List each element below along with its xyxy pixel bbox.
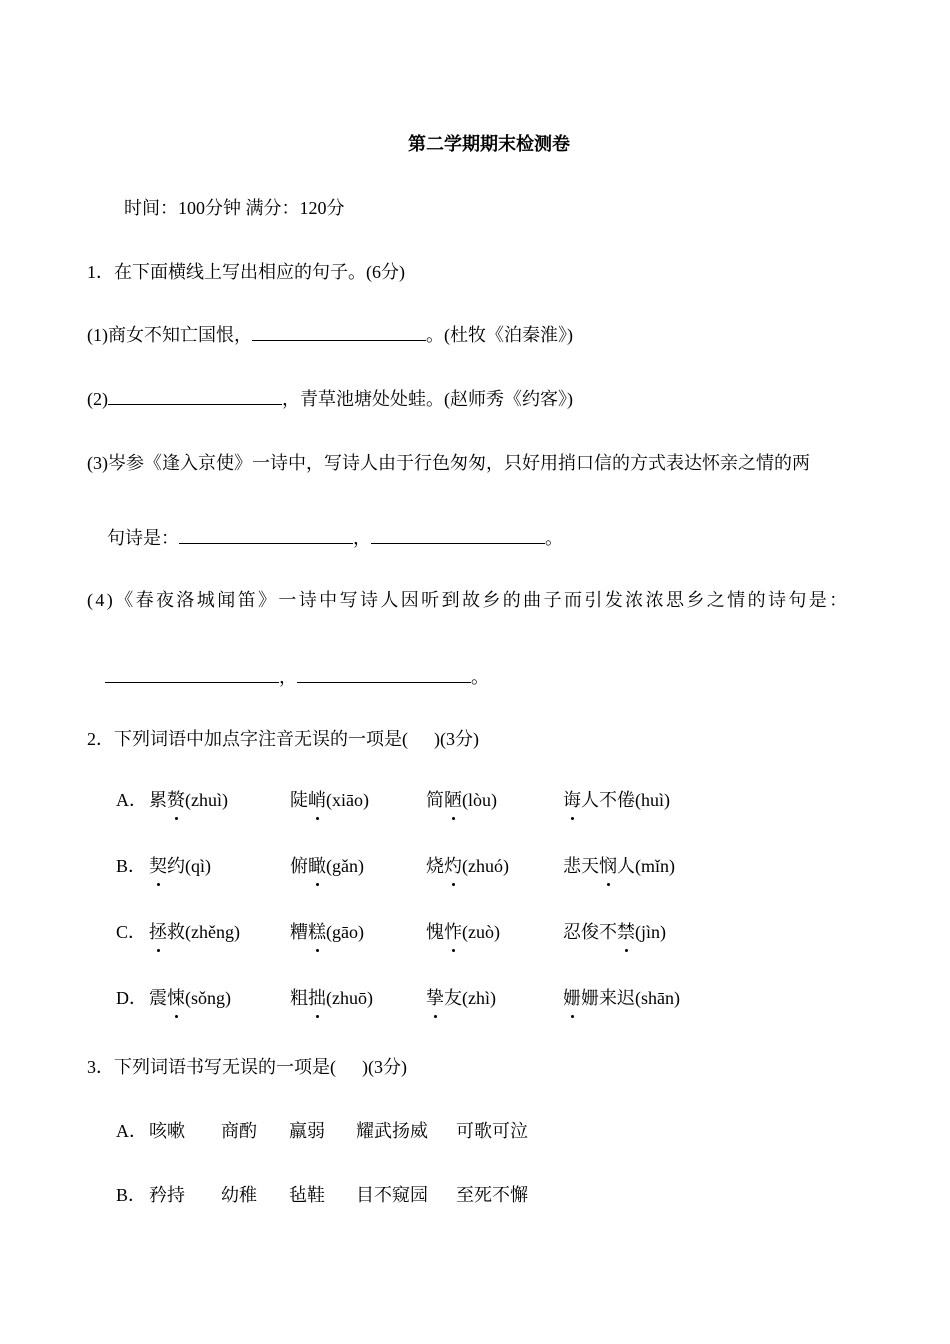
option-word xyxy=(290,854,364,878)
option-word xyxy=(149,986,231,1010)
question-3-stem xyxy=(87,1055,407,1079)
word-text: 烧 xyxy=(426,856,444,876)
word-pinyin: (sǒng) xyxy=(185,988,231,1008)
comma: ， xyxy=(353,528,371,548)
option-word: 咳嗽 xyxy=(149,1121,185,1141)
option-word xyxy=(563,986,680,1010)
word-pinyin: 救(zhěng) xyxy=(167,922,240,942)
word-text: 陡 xyxy=(290,790,308,810)
word-pinyin: 人(mǐn) xyxy=(617,856,675,876)
word-pinyin: (lòu) xyxy=(462,790,497,810)
answer-blank[interactable] xyxy=(371,527,545,544)
option-word xyxy=(290,788,369,812)
dotted-char: 挚 xyxy=(426,988,444,1008)
dotted-char: 陋 xyxy=(444,790,462,810)
word-pinyin: (xiāo) xyxy=(326,790,369,810)
exam-info: 时间：100分钟 满分：120分 xyxy=(124,198,345,218)
question-1-stem: 1．在下面横线上写出相应的句子。(6分) xyxy=(87,262,405,282)
option-word xyxy=(563,854,675,878)
dotted-char: 瞰 xyxy=(308,856,326,876)
question-1-line-3b xyxy=(107,526,563,550)
option-word xyxy=(563,920,666,944)
option-word xyxy=(290,920,364,944)
option-word xyxy=(426,854,509,878)
answer-blank[interactable] xyxy=(252,324,426,341)
comma: ， xyxy=(279,667,297,687)
word-pinyin: (gāo) xyxy=(326,922,364,942)
dotted-char: 怍 xyxy=(444,922,462,942)
word-pinyin: (zhuó) xyxy=(462,856,509,876)
word-text: 累 xyxy=(149,790,167,810)
option-word xyxy=(149,920,240,944)
option-label: A． xyxy=(116,790,147,810)
option-word: 可歌可泣 xyxy=(456,1121,528,1141)
option-label: A． xyxy=(116,1121,147,1141)
word-text: 粗 xyxy=(290,988,308,1008)
q1-l2-number: (2) xyxy=(87,389,108,409)
word-pinyin: 姗来迟(shān) xyxy=(581,988,680,1008)
question-1-line-3: (3)岑参《逢入京使》一诗中，写诗人由于行色匆匆，只好用捎口信的方式表达怀亲之情的两 xyxy=(87,453,810,473)
option-word: 目不窥园 xyxy=(356,1185,428,1205)
option-word: 矜持 xyxy=(149,1185,185,1205)
option-word: 至死不懈 xyxy=(456,1185,528,1205)
word-pinyin: 约(qì) xyxy=(167,856,211,876)
q1-l3b-text: 句诗是： xyxy=(107,528,179,548)
word-pinyin: (gǎn) xyxy=(326,856,364,876)
option-word xyxy=(290,986,373,1010)
answer-blank[interactable] xyxy=(105,666,279,683)
word-text: 忍俊不 xyxy=(563,922,617,942)
option-word xyxy=(563,788,670,812)
option-word: 幼稚 xyxy=(221,1185,257,1205)
period: 。 xyxy=(545,528,563,548)
word-text: 俯 xyxy=(290,856,308,876)
dotted-char: 拯 xyxy=(149,922,167,942)
dotted-char: 灼 xyxy=(444,856,462,876)
dotted-char: 悯 xyxy=(599,856,617,876)
question-1-line-4b xyxy=(105,665,489,689)
option-word: 耀武扬威 xyxy=(356,1121,428,1141)
word-pinyin: (zhuì) xyxy=(185,790,228,810)
word-pinyin: (jìn) xyxy=(635,922,666,942)
question-1-line-1 xyxy=(87,323,573,347)
question-2-stem xyxy=(87,727,479,751)
period: 。 xyxy=(471,667,489,687)
word-text: 愧 xyxy=(426,922,444,942)
word-text: 震 xyxy=(149,988,167,1008)
option-word: 羸弱 xyxy=(289,1121,325,1141)
q3-stem-text: 3．下列词语书写无误的一项是( xyxy=(87,1057,336,1077)
q1-l1-text: (1)商女不知亡国恨， xyxy=(87,325,252,345)
option-label: B． xyxy=(116,1185,147,1205)
word-pinyin: (zhuō) xyxy=(326,988,373,1008)
dotted-char: 禁 xyxy=(617,922,635,942)
answer-blank[interactable] xyxy=(108,388,282,405)
dotted-char: 诲 xyxy=(563,790,581,810)
question-1-line-2 xyxy=(87,387,573,411)
answer-blank[interactable] xyxy=(179,527,353,544)
word-text: 糟 xyxy=(290,922,308,942)
dotted-char: 姗 xyxy=(563,988,581,1008)
option-word: 商酌 xyxy=(221,1121,257,1141)
option-word xyxy=(149,788,228,812)
word-pinyin: 人不倦(huì) xyxy=(581,790,670,810)
q2-stem-score: )(3分) xyxy=(434,729,479,749)
page-title: 第二学期期末检测卷 xyxy=(408,134,570,154)
option-word xyxy=(149,854,211,878)
option-label: B． xyxy=(116,856,147,876)
dotted-char: 峭 xyxy=(308,790,326,810)
option-label: C． xyxy=(116,922,147,942)
dotted-char: 拙 xyxy=(308,988,326,1008)
dotted-char: 赘 xyxy=(167,790,185,810)
word-text: 悲天 xyxy=(563,856,599,876)
option-word: 毡鞋 xyxy=(289,1185,325,1205)
word-pinyin: 友(zhì) xyxy=(444,988,496,1008)
option-label: D． xyxy=(116,988,147,1008)
word-pinyin: (zuò) xyxy=(462,922,500,942)
word-text: 简 xyxy=(426,790,444,810)
question-1-line-4: (4)《春夜洛城闻笛》一诗中写诗人因听到故乡的曲子而引发浓浓思乡之情的诗句是： xyxy=(87,590,850,610)
q2-stem-text: 2．下列词语中加点字注音无误的一项是( xyxy=(87,729,408,749)
option-word xyxy=(426,788,497,812)
option-word xyxy=(426,986,496,1010)
dotted-char: 糕 xyxy=(308,922,326,942)
option-word xyxy=(426,920,500,944)
q3-stem-score: )(3分) xyxy=(362,1057,407,1077)
q1-l2-text: ，青草池塘处处蛙。(赵师秀《约客》) xyxy=(282,389,573,409)
q1-l1-source: 。(杜牧《泊秦淮》) xyxy=(426,325,573,345)
answer-blank[interactable] xyxy=(297,666,471,683)
dotted-char: 契 xyxy=(149,856,167,876)
dotted-char: 悚 xyxy=(167,988,185,1008)
